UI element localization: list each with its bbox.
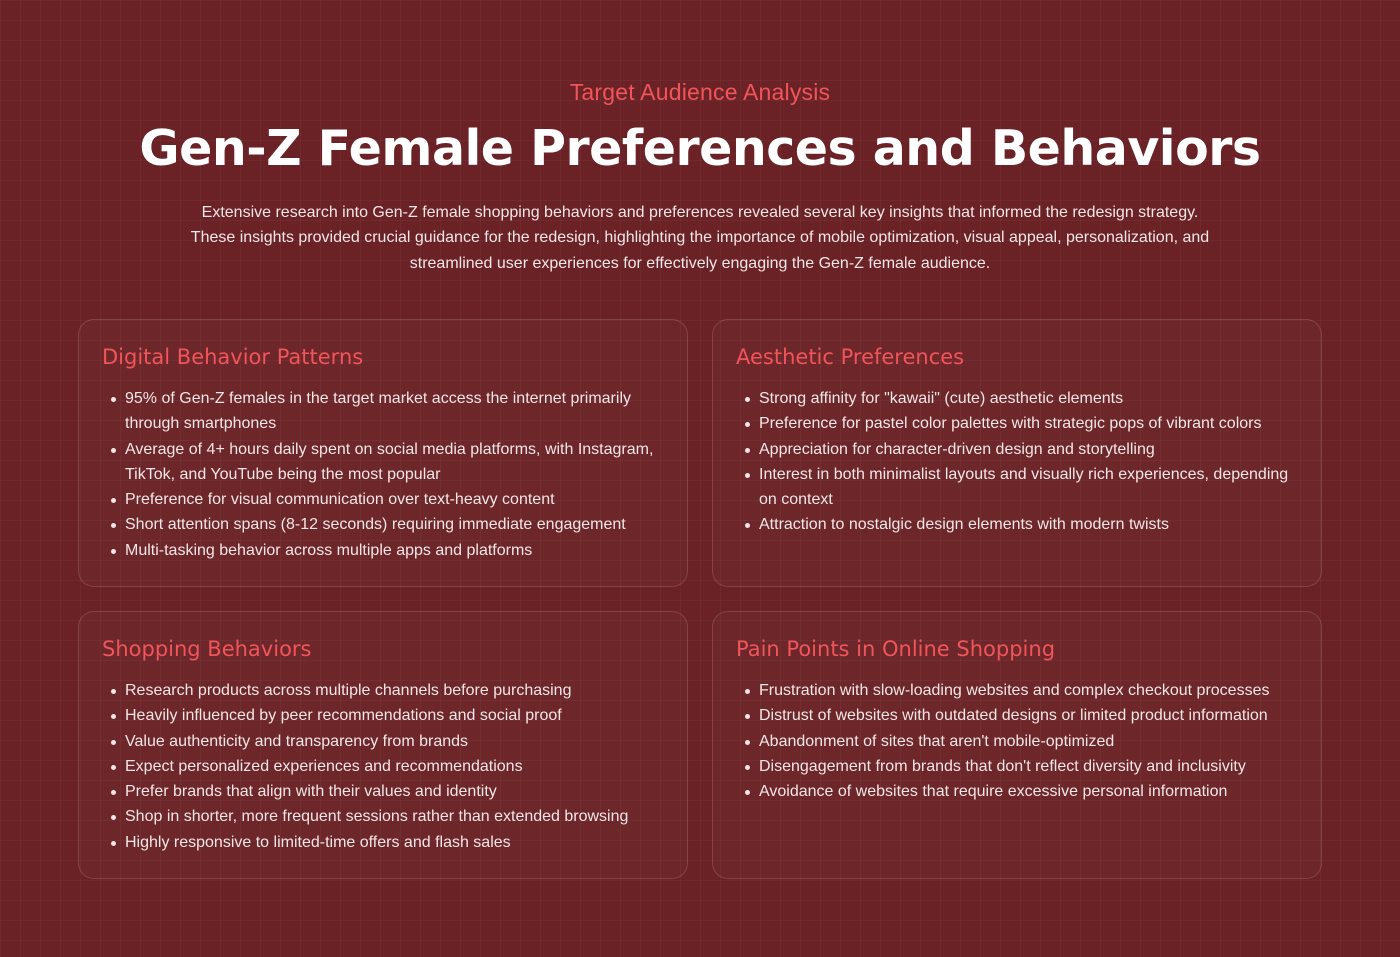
list-item: Average of 4+ hours daily spent on social media platforms, with Instagram, TikTok, and YouTube being the most popular bbox=[102, 437, 665, 488]
card-aesthetic-preferences bbox=[712, 319, 1322, 587]
page-header bbox=[0, 78, 1400, 276]
list-item: Interest in both minimalist layouts and visually rich experiences, depending on context bbox=[736, 462, 1299, 513]
card-title: Aesthetic Preferences bbox=[736, 345, 965, 369]
list-item: Avoidance of websites that require excessive personal information bbox=[736, 779, 1299, 804]
list-item: Distrust of websites with outdated designs or limited product information bbox=[736, 703, 1299, 728]
list-item: Frustration with slow-loading websites and complex checkout processes bbox=[736, 678, 1299, 703]
list-item: Abandonment of sites that aren't mobile-optimized bbox=[736, 729, 1299, 754]
list-item: Research products across multiple channels before purchasing bbox=[102, 678, 665, 703]
list-item: Appreciation for character-driven design and storytelling bbox=[736, 437, 1299, 462]
list-item: Preference for visual communication over text-heavy content bbox=[102, 487, 665, 512]
intro-paragraph: Extensive research into Gen-Z female shopping behaviors and preferences revealed several key insights that informed the redesign strategy. These insights provided crucial guidance for the redesign, highlighting the importance of mobile optimization, visual appeal, personalization, and streamlined user experiences for effectively engaging the Gen-Z female audience. bbox=[190, 204, 1210, 272]
card-shopping-behaviors bbox=[78, 611, 688, 879]
list-item: Shop in shorter, more frequent sessions rather than extended browsing bbox=[102, 804, 665, 829]
list-item: Expect personalized experiences and recommendations bbox=[102, 754, 665, 779]
card-title: Pain Points in Online Shopping bbox=[736, 637, 1056, 661]
list-item: Preference for pastel color palettes with strategic pops of vibrant colors bbox=[736, 411, 1299, 436]
bullet-list bbox=[102, 386, 665, 563]
bullet-list bbox=[102, 678, 665, 855]
card-title: Shopping Behaviors bbox=[102, 637, 312, 661]
list-item: Short attention spans (8-12 seconds) requiring immediate engagement bbox=[102, 512, 665, 537]
list-item: Value authenticity and transparency from brands bbox=[102, 729, 665, 754]
card-pain-points bbox=[712, 611, 1322, 879]
list-item: Prefer brands that align with their values and identity bbox=[102, 779, 665, 804]
card-title: Digital Behavior Patterns bbox=[102, 345, 364, 369]
list-item: Disengagement from brands that don't reflect diversity and inclusivity bbox=[736, 754, 1299, 779]
list-item: Highly responsive to limited-time offers and flash sales bbox=[102, 830, 665, 855]
list-item: Strong affinity for "kawaii" (cute) aesthetic elements bbox=[736, 386, 1299, 411]
bullet-list bbox=[736, 386, 1299, 538]
page-title: Gen-Z Female Preferences and Behaviors bbox=[139, 120, 1261, 177]
list-item: 95% of Gen-Z females in the target market access the internet primarily through smartphones bbox=[102, 386, 665, 437]
list-item: Multi-tasking behavior across multiple apps and platforms bbox=[102, 538, 665, 563]
list-item: Attraction to nostalgic design elements with modern twists bbox=[736, 512, 1299, 537]
bullet-list bbox=[736, 678, 1299, 804]
eyebrow-label: Target Audience Analysis bbox=[569, 79, 831, 105]
list-item: Heavily influenced by peer recommendations and social proof bbox=[102, 703, 665, 728]
card-digital-behavior bbox=[78, 319, 688, 587]
